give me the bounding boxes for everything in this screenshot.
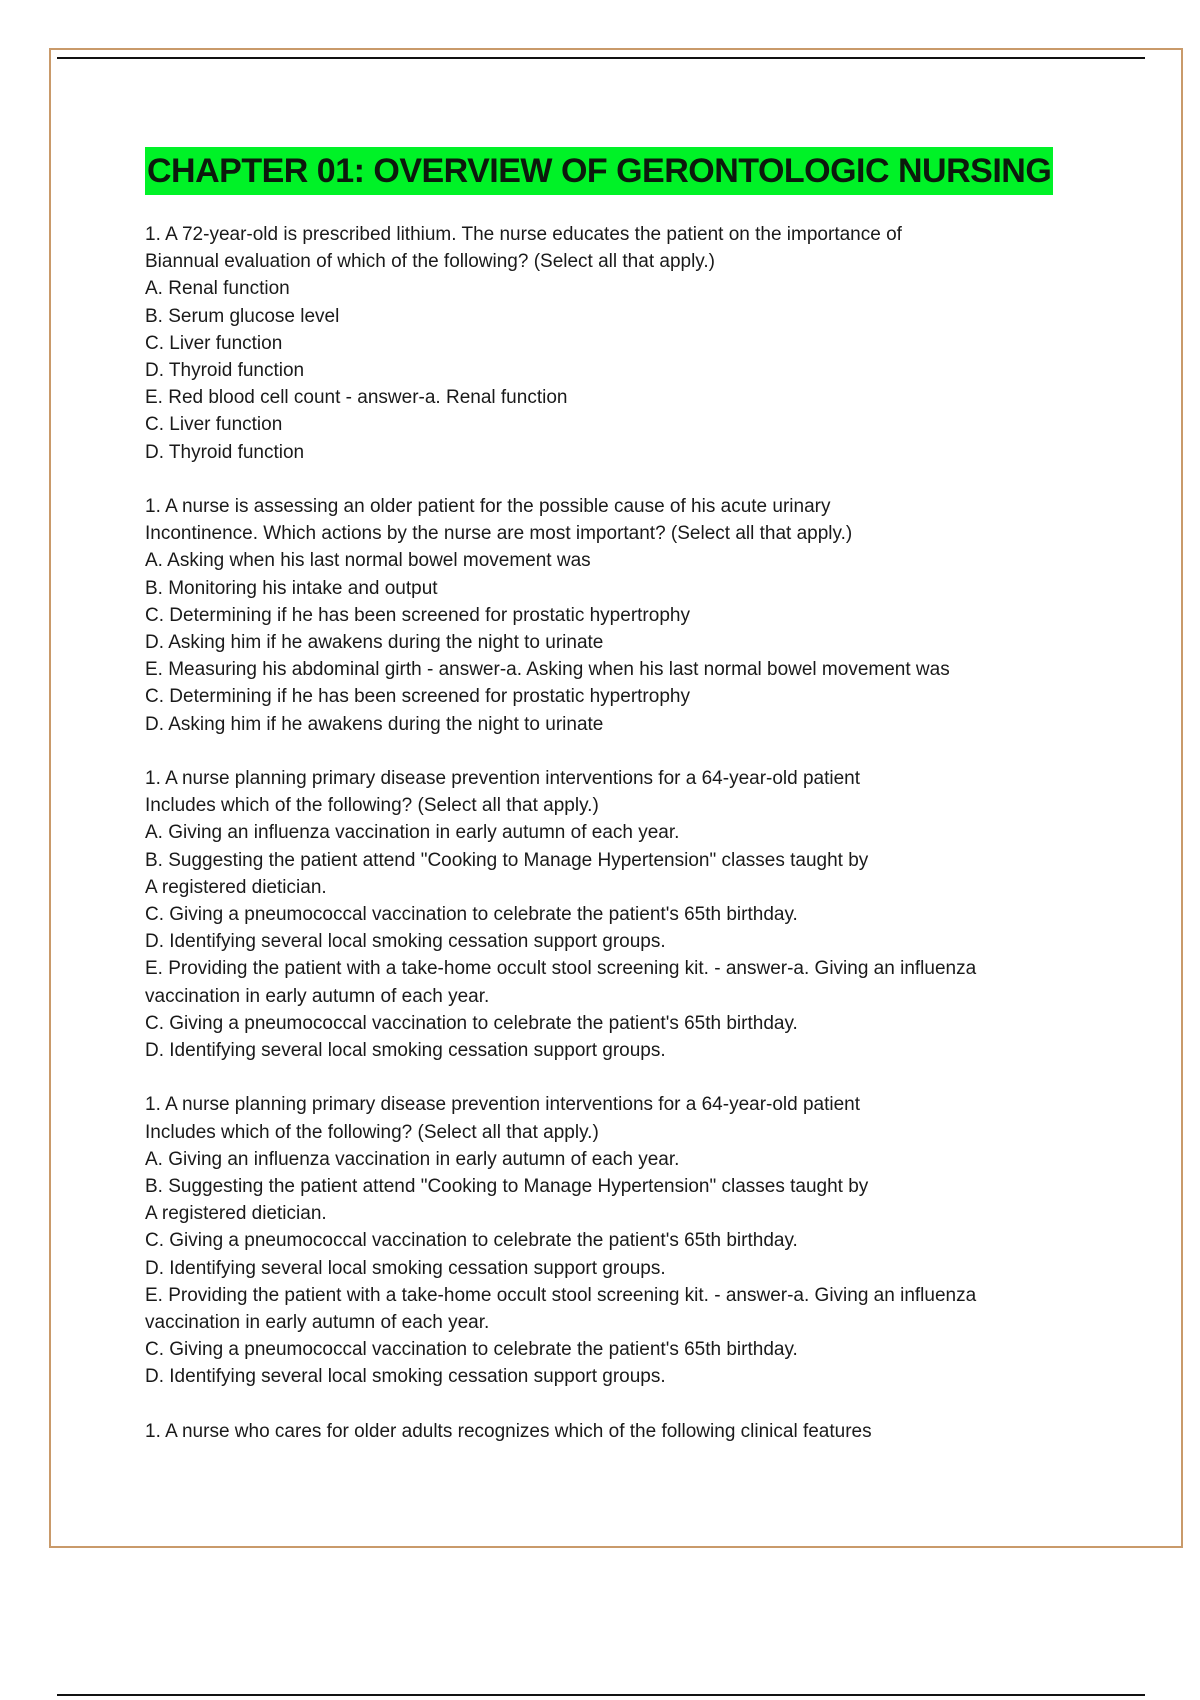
question-line: A registered dietician.	[145, 876, 327, 898]
question-line: B. Suggesting the patient attend "Cooking to Manage Hypertension" classes taught by	[145, 849, 869, 871]
question-line: B. Suggesting the patient attend "Cooking to Manage Hypertension" classes taught by	[145, 1176, 869, 1198]
question-block	[145, 493, 1045, 738]
question-line: C. Giving a pneumococcal vaccination to celebrate the patient's 65th birthday.	[145, 1012, 798, 1034]
question-line: D. Thyroid function	[145, 360, 305, 382]
question-block	[145, 1418, 1045, 1445]
question-block	[145, 1091, 1045, 1390]
question-line: D. Identifying several local smoking cessation support groups.	[145, 1257, 666, 1279]
chapter-title: CHAPTER 01: OVERVIEW OF GERONTOLOGIC NURSING	[145, 147, 1053, 195]
question-line: C. Liver function	[145, 332, 283, 354]
question-line: C. Giving a pneumococcal vaccination to celebrate the patient's 65th birthday.	[145, 1230, 798, 1252]
question-line: C. Liver function	[145, 414, 283, 436]
question-line: A. Giving an influenza vaccination in early autumn of each year.	[145, 1148, 680, 1170]
question-line: E. Measuring his abdominal girth - answer-a. Asking when his last normal bowel movement was	[145, 659, 950, 681]
question-stem: 1. A nurse planning primary disease prevention interventions for a 64-year-old patient	[145, 1094, 861, 1116]
question-line: A. Asking when his last normal bowel movement was	[145, 550, 591, 572]
question-line: E. Red blood cell count - answer-a. Renal function	[145, 387, 568, 409]
question-line: A registered dietician.	[145, 1203, 327, 1225]
question-list	[145, 221, 1045, 1472]
question-block	[145, 221, 1045, 466]
question-line: D. Asking him if he awakens during the night to urinate	[145, 713, 604, 735]
question-line: D. Identifying several local smoking cessation support groups.	[145, 931, 666, 953]
question-stem: 1. A nurse is assessing an older patient for the possible cause of his acute urinary	[145, 496, 831, 518]
question-line: C. Determining if he has been screened for prostatic hypertrophy	[145, 604, 690, 626]
question-line: vaccination in early autumn of each year.	[145, 985, 490, 1007]
question-line: D. Thyroid function	[145, 441, 305, 463]
question-line: E. Providing the patient with a take-home occult stool screening kit. - answer-a. Giving an influenza	[145, 1284, 977, 1306]
question-block	[145, 765, 1045, 1064]
question-line: Incontinence. Which actions by the nurse are most important? (Select all that apply.)	[145, 523, 853, 545]
question-line: D. Asking him if he awakens during the night to urinate	[145, 632, 604, 654]
question-line: B. Monitoring his intake and output	[145, 577, 438, 599]
question-line: E. Providing the patient with a take-home occult stool screening kit. - answer-a. Giving an influenza	[145, 958, 977, 980]
question-line: vaccination in early autumn of each year.	[145, 1312, 490, 1334]
question-stem: 1. A nurse who cares for older adults recognizes which of the following clinical features	[145, 1420, 872, 1442]
question-line: C. Giving a pneumococcal vaccination to celebrate the patient's 65th birthday.	[145, 1339, 798, 1361]
question-stem: 1. A 72-year-old is prescribed lithium. The nurse educates the patient on the importance of	[145, 224, 902, 245]
question-line: B. Serum glucose level	[145, 305, 340, 327]
question-line: C. Determining if he has been screened for prostatic hypertrophy	[145, 686, 690, 708]
question-line: C. Giving a pneumococcal vaccination to celebrate the patient's 65th birthday.	[145, 904, 798, 926]
question-line: Biannual evaluation of which of the following? (Select all that apply.)	[145, 251, 715, 273]
question-stem: 1. A nurse planning primary disease prevention interventions for a 64-year-old patient	[145, 768, 861, 790]
question-line: D. Identifying several local smoking cessation support groups.	[145, 1366, 666, 1388]
question-line: D. Identifying several local smoking cessation support groups.	[145, 1040, 666, 1062]
question-line: A. Renal function	[145, 278, 290, 300]
question-line: Includes which of the following? (Select all that apply.)	[145, 795, 599, 817]
bottom-rule	[57, 1694, 1145, 1696]
question-line: Includes which of the following? (Select all that apply.)	[145, 1121, 599, 1143]
question-line: A. Giving an influenza vaccination in early autumn of each year.	[145, 822, 680, 844]
